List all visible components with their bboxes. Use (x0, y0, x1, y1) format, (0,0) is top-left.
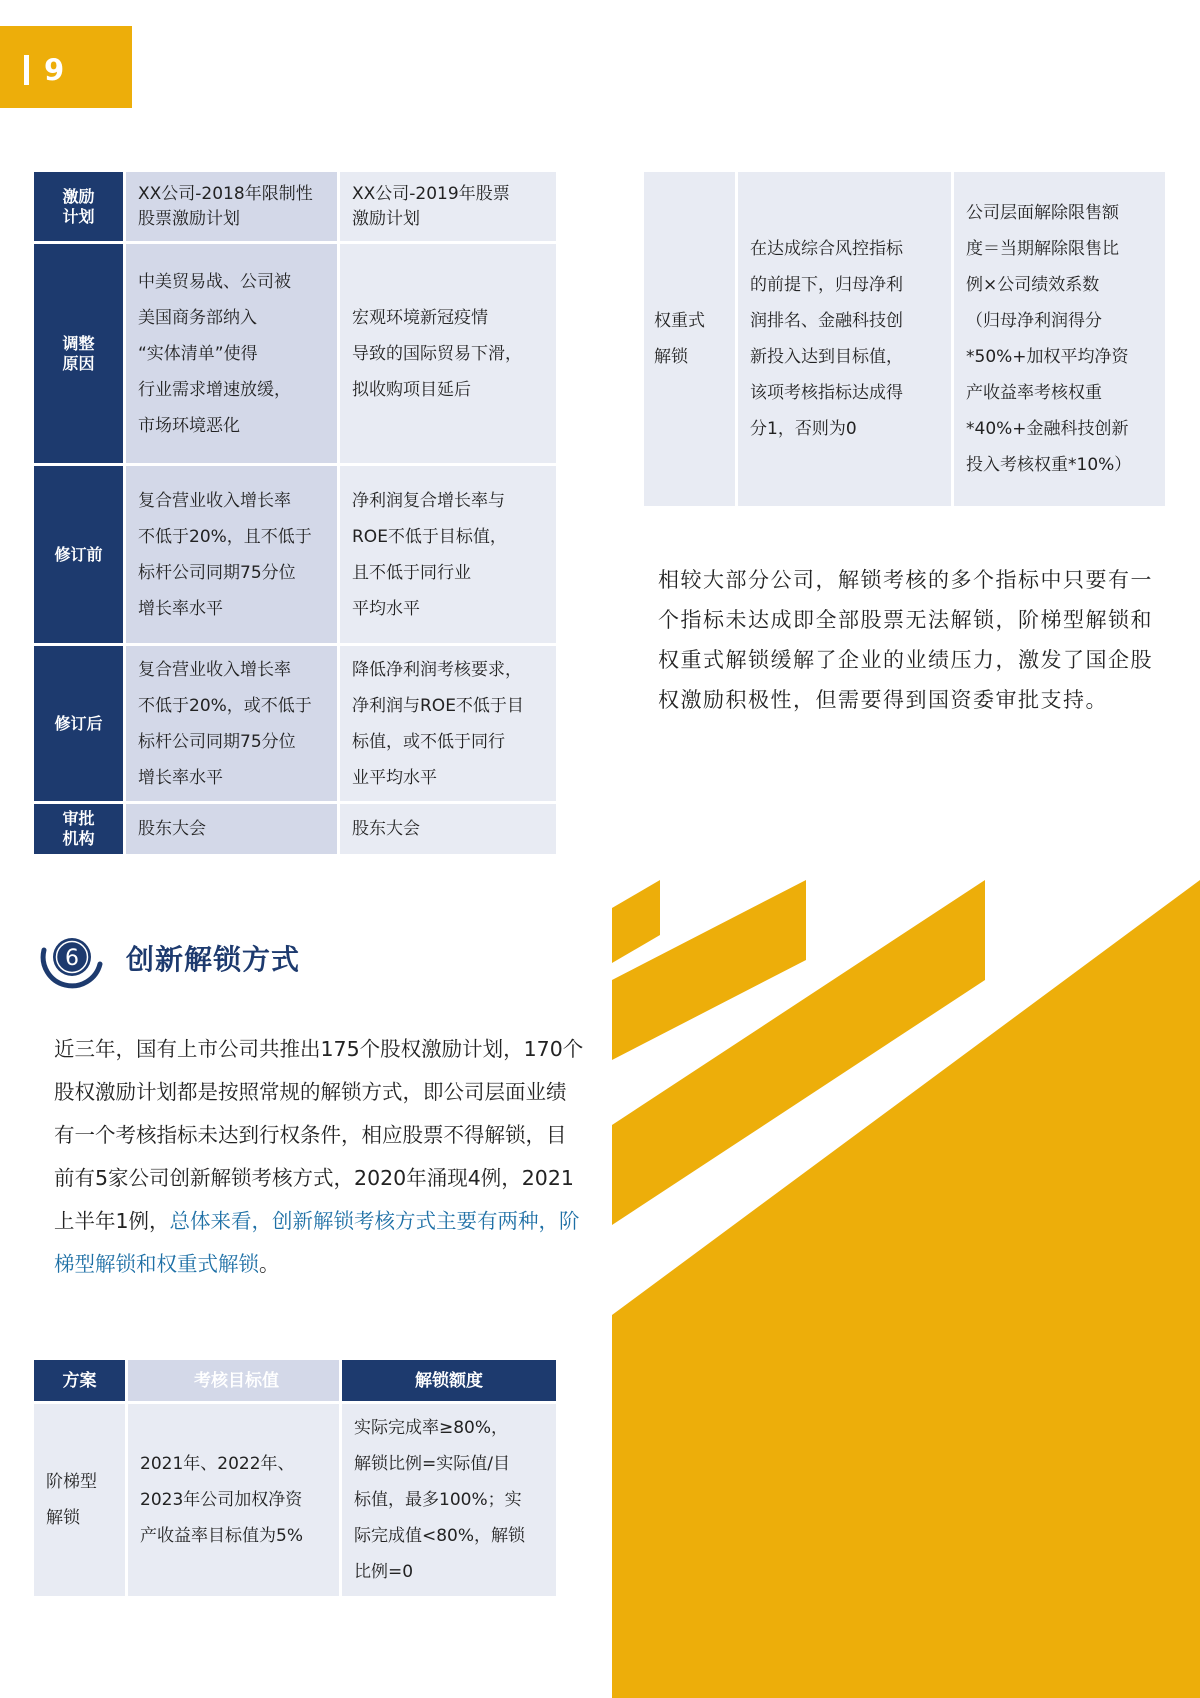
table-header-row (34, 1360, 556, 1404)
paragraph-text: 近三年，国有上市公司共推出175个股权激励计划，170个股权激励计划都是按照常规的解锁方式，即公司层面业绩有一个考核指标未达到行权条件，相应股票不得解锁，目前有5家公司创新解锁考核方式，2020年涌现4例，2021上半年1例， (54, 1037, 584, 1233)
approval-2018-cell: 股东大会 (126, 804, 340, 854)
weighted-unlock-label: 权重式 解锁 (644, 172, 738, 506)
row-label-reason: 调整 原因 (34, 244, 126, 466)
table-row (34, 804, 556, 854)
weighted-unlock-table (644, 172, 1168, 506)
section-number-icon (36, 930, 112, 990)
plan-2019-cell: XX公司-2019年股票 激励计划 (340, 172, 556, 244)
after-2018-cell: 复合营业收入增长率 不低于20%，或不低于 标杆公司同期75分位 增长率水平 (126, 646, 340, 804)
plan-2018-cell: XX公司-2018年限制性 股票激励计划 (126, 172, 340, 244)
row-label-plan: 激励 计划 (34, 172, 126, 244)
before-2019-cell: 净利润复合增长率与 ROE不低于目标值， 且不低于同行业 平均水平 (340, 466, 556, 646)
incentive-plan-revision-table (34, 172, 556, 854)
header-target: 考核目标值 (128, 1360, 342, 1404)
innovation-paragraph (54, 1028, 584, 1286)
after-2019-cell: 降低净利润考核要求， 净利润与ROE不低于目 标值，或不低于同行 业平均水平 (340, 646, 556, 804)
header-scheme: 方案 (34, 1360, 128, 1404)
reason-2019-cell: 宏观环境新冠疫情 导致的国际贸易下滑， 拟收购项目延后 (340, 244, 556, 466)
paragraph-end: 。 (259, 1252, 280, 1276)
section-number: 6 (65, 946, 79, 971)
tiered-unlock-label: 阶梯型 解锁 (34, 1404, 128, 1596)
table-row (644, 172, 1168, 506)
paragraph-highlight: 总体来看，创新解锁考核方式主要有两种，阶梯型解锁和权重式解锁 (54, 1209, 580, 1276)
table-row (34, 466, 556, 646)
page-number-tab (0, 26, 132, 108)
approval-2019-cell: 股东大会 (340, 804, 556, 854)
header-unlock: 解锁额度 (342, 1360, 556, 1404)
tiered-unlock-target: 2021年、2022年、 2023年公司加权净资 产收益率目标值为5% (128, 1404, 342, 1596)
section-title: 创新解锁方式 (126, 943, 301, 976)
tiered-unlock-amount: 实际完成率≥80%， 解锁比例=实际值/目 标值，最多100%；实 际完成值<80%，解锁 比例=0 (342, 1404, 556, 1596)
before-2018-cell: 复合营业收入增长率 不低于20%，且不低于 标杆公司同期75分位 增长率水平 (126, 466, 340, 646)
table-row (34, 1404, 556, 1596)
table-row (34, 244, 556, 466)
tiered-unlock-table (34, 1360, 556, 1596)
row-label-approval: 审批 机构 (34, 804, 126, 854)
page-number-divider (24, 55, 29, 85)
weighted-unlock-amount: 公司层面解除限售额 度＝当期解除限售比 例×公司绩效系数 （归母净利润得分 *50%+加权平均净资 产收益率考核权重 *40%+金融科技创新 投入考核权重*10%） (954, 172, 1168, 506)
comparison-paragraph: 相较大部分公司，解锁考核的多个指标中只要有一个指标未达成即全部股票无法解锁，阶梯型解锁和权重式解锁缓解了企业的业绩压力，激发了国企股权激励积极性，但需要得到国资委审批支持。 (658, 568, 1153, 712)
page-number: 9 (44, 53, 65, 87)
table-row (34, 646, 556, 804)
weighted-unlock-target: 在达成综合风控指标 的前提下，归母净利 润排名、金融科技创 新投入达到目标值， 该项考核指标达成得 分1，否则为0 (738, 172, 954, 506)
reason-2018-cell: 中美贸易战、公司被 美国商务部纳入 “实体清单”使得 行业需求增速放缓， 市场环境恶化 (126, 244, 340, 466)
row-label-after: 修订后 (34, 646, 126, 804)
row-label-before: 修订前 (34, 466, 126, 646)
table-row (34, 172, 556, 244)
